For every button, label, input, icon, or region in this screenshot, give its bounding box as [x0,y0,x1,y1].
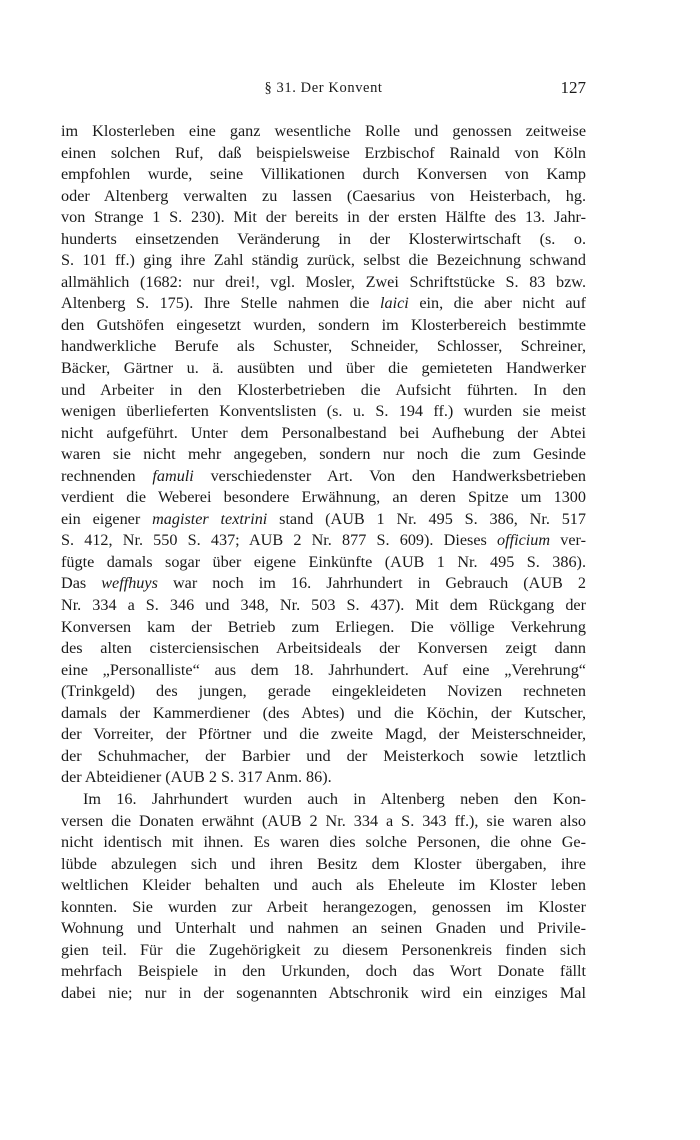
text-line: Konversen kam der Betrieb zum Erliegen. Die völlige Verkehrung [61,617,586,636]
body-text [61,121,586,1004]
text-line: dabei nie; nur in der sogenannten Abtschronik wird ein einziges Mal [61,983,586,1002]
text-line: einen solchen Ruf, daß beispielsweise Erzbischof Rainald von Köln [61,143,586,162]
text-line: der Abteidiener (AUB 2 S. 317 Anm. 86). [61,768,332,787]
text-line: handwerkliche Berufe als Schuster, Schneider, Schlosser, Schreiner, [61,337,586,356]
text-line: Altenberg S. 175). Ihre Stelle nahmen die laici ein, die aber nicht auf [61,294,586,313]
text-line: nicht identisch mit ihnen. Es waren dies solche Personen, die ohne Ge- [61,833,586,852]
text-line: fügte damals sogar über eigene Einkünfte (AUB 1 Nr. 495 S. 386). [61,552,586,571]
text-line: (Trinkgeld) des jungen, gerade eingekleideten Novizen rechneten [61,682,586,701]
text-line: rechnenden famuli verschiedenster Art. Von den Handwerksbetrieben [61,466,586,485]
text-line: wenigen überlieferten Konventslisten (s. u. S. 194 ff.) wurden sie meist [61,402,586,421]
text-line: den Gutshöfen eingesetzt wurden, sondern im Klosterbereich bestimmte [61,315,586,334]
text-line: des alten cisterciensischen Arbeitsideals der Konversen zeigt dann [61,639,586,658]
text-line: damals der Kammerdiener (des Abtes) und die Köchin, der Kutscher, [61,703,586,722]
text-line: oder Altenberg verwalten zu lassen (Caesarius von Heisterbach, hg. [61,186,586,205]
text-line: S. 412, Nr. 550 S. 437; AUB 2 Nr. 877 S. 609). Dieses officium ver- [61,531,586,550]
text-line: und Arbeiter in den Klosterbetrieben die Aufsicht führten. In den [61,380,586,399]
text-line: allmählich (1682: nur drei!, vgl. Mosler, Zwei Schriftstücke S. 83 bzw. [61,272,586,291]
text-line: Nr. 334 a S. 346 und 348, Nr. 503 S. 437). Mit dem Rückgang der [61,596,586,615]
text-line: der Vorreiter, der Pförtner und die zweite Magd, der Meisterschneider, [61,725,586,744]
text-line: gien teil. Für die Zugehörigkeit zu diesem Personenkreis finden sich [61,940,586,959]
text-line: konnten. Sie wurden zur Arbeit herangezogen, genossen im Kloster [61,897,586,916]
text-line: im Klosterleben eine ganz wesentliche Rolle und genossen zeitweise [61,122,586,140]
text-line: empfohlen wurde, seine Villikationen durch Konversen von Kamp [61,165,586,184]
text-line: Das weffhuys war noch im 16. Jahrhundert in Gebrauch (AUB 2 [61,574,586,593]
text-line: waren sie nicht mehr angegeben, sondern nur noch die zum Gesinde [61,445,586,464]
text-line: mehrfach Beispiele in den Urkunden, doch das Wort Donate fällt [61,962,586,981]
text-line: weltlichen Kleider behalten und auch als Eheleute im Kloster leben [61,876,586,895]
text-line: ein eigener magister textrini stand (AUB 1 Nr. 495 S. 386, Nr. 517 [61,509,586,528]
running-title: § 31. Der Konvent [264,80,383,96]
text-line: Im 16. Jahrhundert wurden auch in Altenberg neben den Kon- [83,789,586,808]
text-line: von Strange 1 S. 230). Mit der bereits in der ersten Hälfte des 13. Jahr- [61,208,586,227]
text-line: versen die Donaten erwähnt (AUB 2 Nr. 334 a S. 343 ff.), sie waren also [61,811,586,830]
text-line: hunderts einsetzenden Veränderung in der Klosterwirtschaft (s. o. [61,229,586,248]
text-line: eine „Personalliste“ aus dem 18. Jahrhundert. Auf eine „Verehrung“ [61,660,586,679]
text-line: Wohnung und Unterhalt und nahmen an seinen Gnaden und Privile- [61,919,586,938]
text-line: verdient die Weberei besondere Erwähnung, an deren Spitze um 1300 [61,488,586,507]
text-line: der Schuhmacher, der Barbier und der Meisterkoch sowie letztlich [61,746,586,765]
text-line: nicht aufgeführt. Unter dem Personalbestand bei Aufhebung der Abtei [61,423,586,442]
text-line: lübde abzulegen sich und ihren Besitz dem Kloster übergaben, ihre [61,854,586,873]
text-line: S. 101 ff.) ging ihre Zahl ständig zurück, selbst die Bezeichnung schwand [61,251,586,270]
page-number: 127 [560,78,586,97]
page-header [61,80,586,102]
text-line: Bäcker, Gärtner u. ä. ausübten und über die gemieteten Handwerker [61,359,586,378]
